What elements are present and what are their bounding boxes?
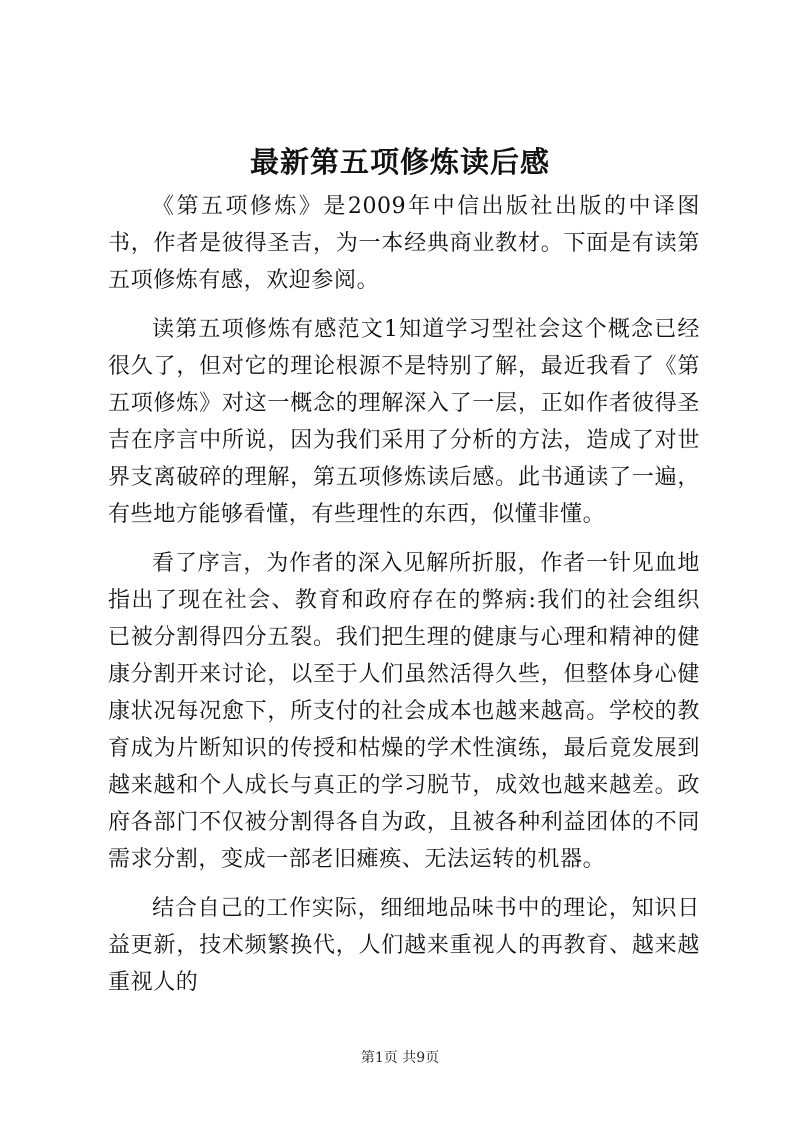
paragraph-2: 看了序言，为作者的深入见解所折服，作者一针见血地指出了现在社会、教育和政府存在的弊病:我们的社会组织已被分割得四分五裂。我们把生理的健康与心理和精神的健康分割开来讨论，以至于人们虽然活得久些，但整体身心健康状况每况愈下，所支付的社会成本也越来越高。学校的教育成为片断知识的传授和枯燥的学术性演练，最后竟发展到越来越和个人成长与真正的学习脱节，成效也越来越差。政府各部门不仅被分割得各自为政，且被各种利益团体的不同需求分割，变成一部老旧瘫痪、无法运转的机器。 [108,551,700,872]
page-number-footer: 第1页 共9页 [360,1050,440,1066]
document-body [108,188,700,1013]
paragraph-3: 结合自己的工作实际，细细地品味书中的理论，知识日益更新，技术频繁换代，人们越来重视人的再教育、越来越重视人的 [108,896,700,995]
paragraph-intro: 《第五项修炼》是2009年中信出版社出版的中译图书，作者是彼得圣吉，为一本经典商业教材。下面是有读第五项修炼有感，欢迎参阅。 [108,194,700,293]
document-title: 最新第五项修炼读后感 [249,145,550,179]
paragraph-1: 读第五项修炼有感范文1知道学习型社会这个概念已经很久了，但对它的理论根源不是特别了解，最近我看了《第五项修炼》对这一概念的理解深入了一层，正如作者彼得圣吉在序言中所说，因为我们采用了分析的方法，造成了对世界支离破碎的理解，第五项修炼读后感。此书通读了一遍，有些地方能够看懂，有些理性的东西，似懂非懂。 [108,317,700,527]
